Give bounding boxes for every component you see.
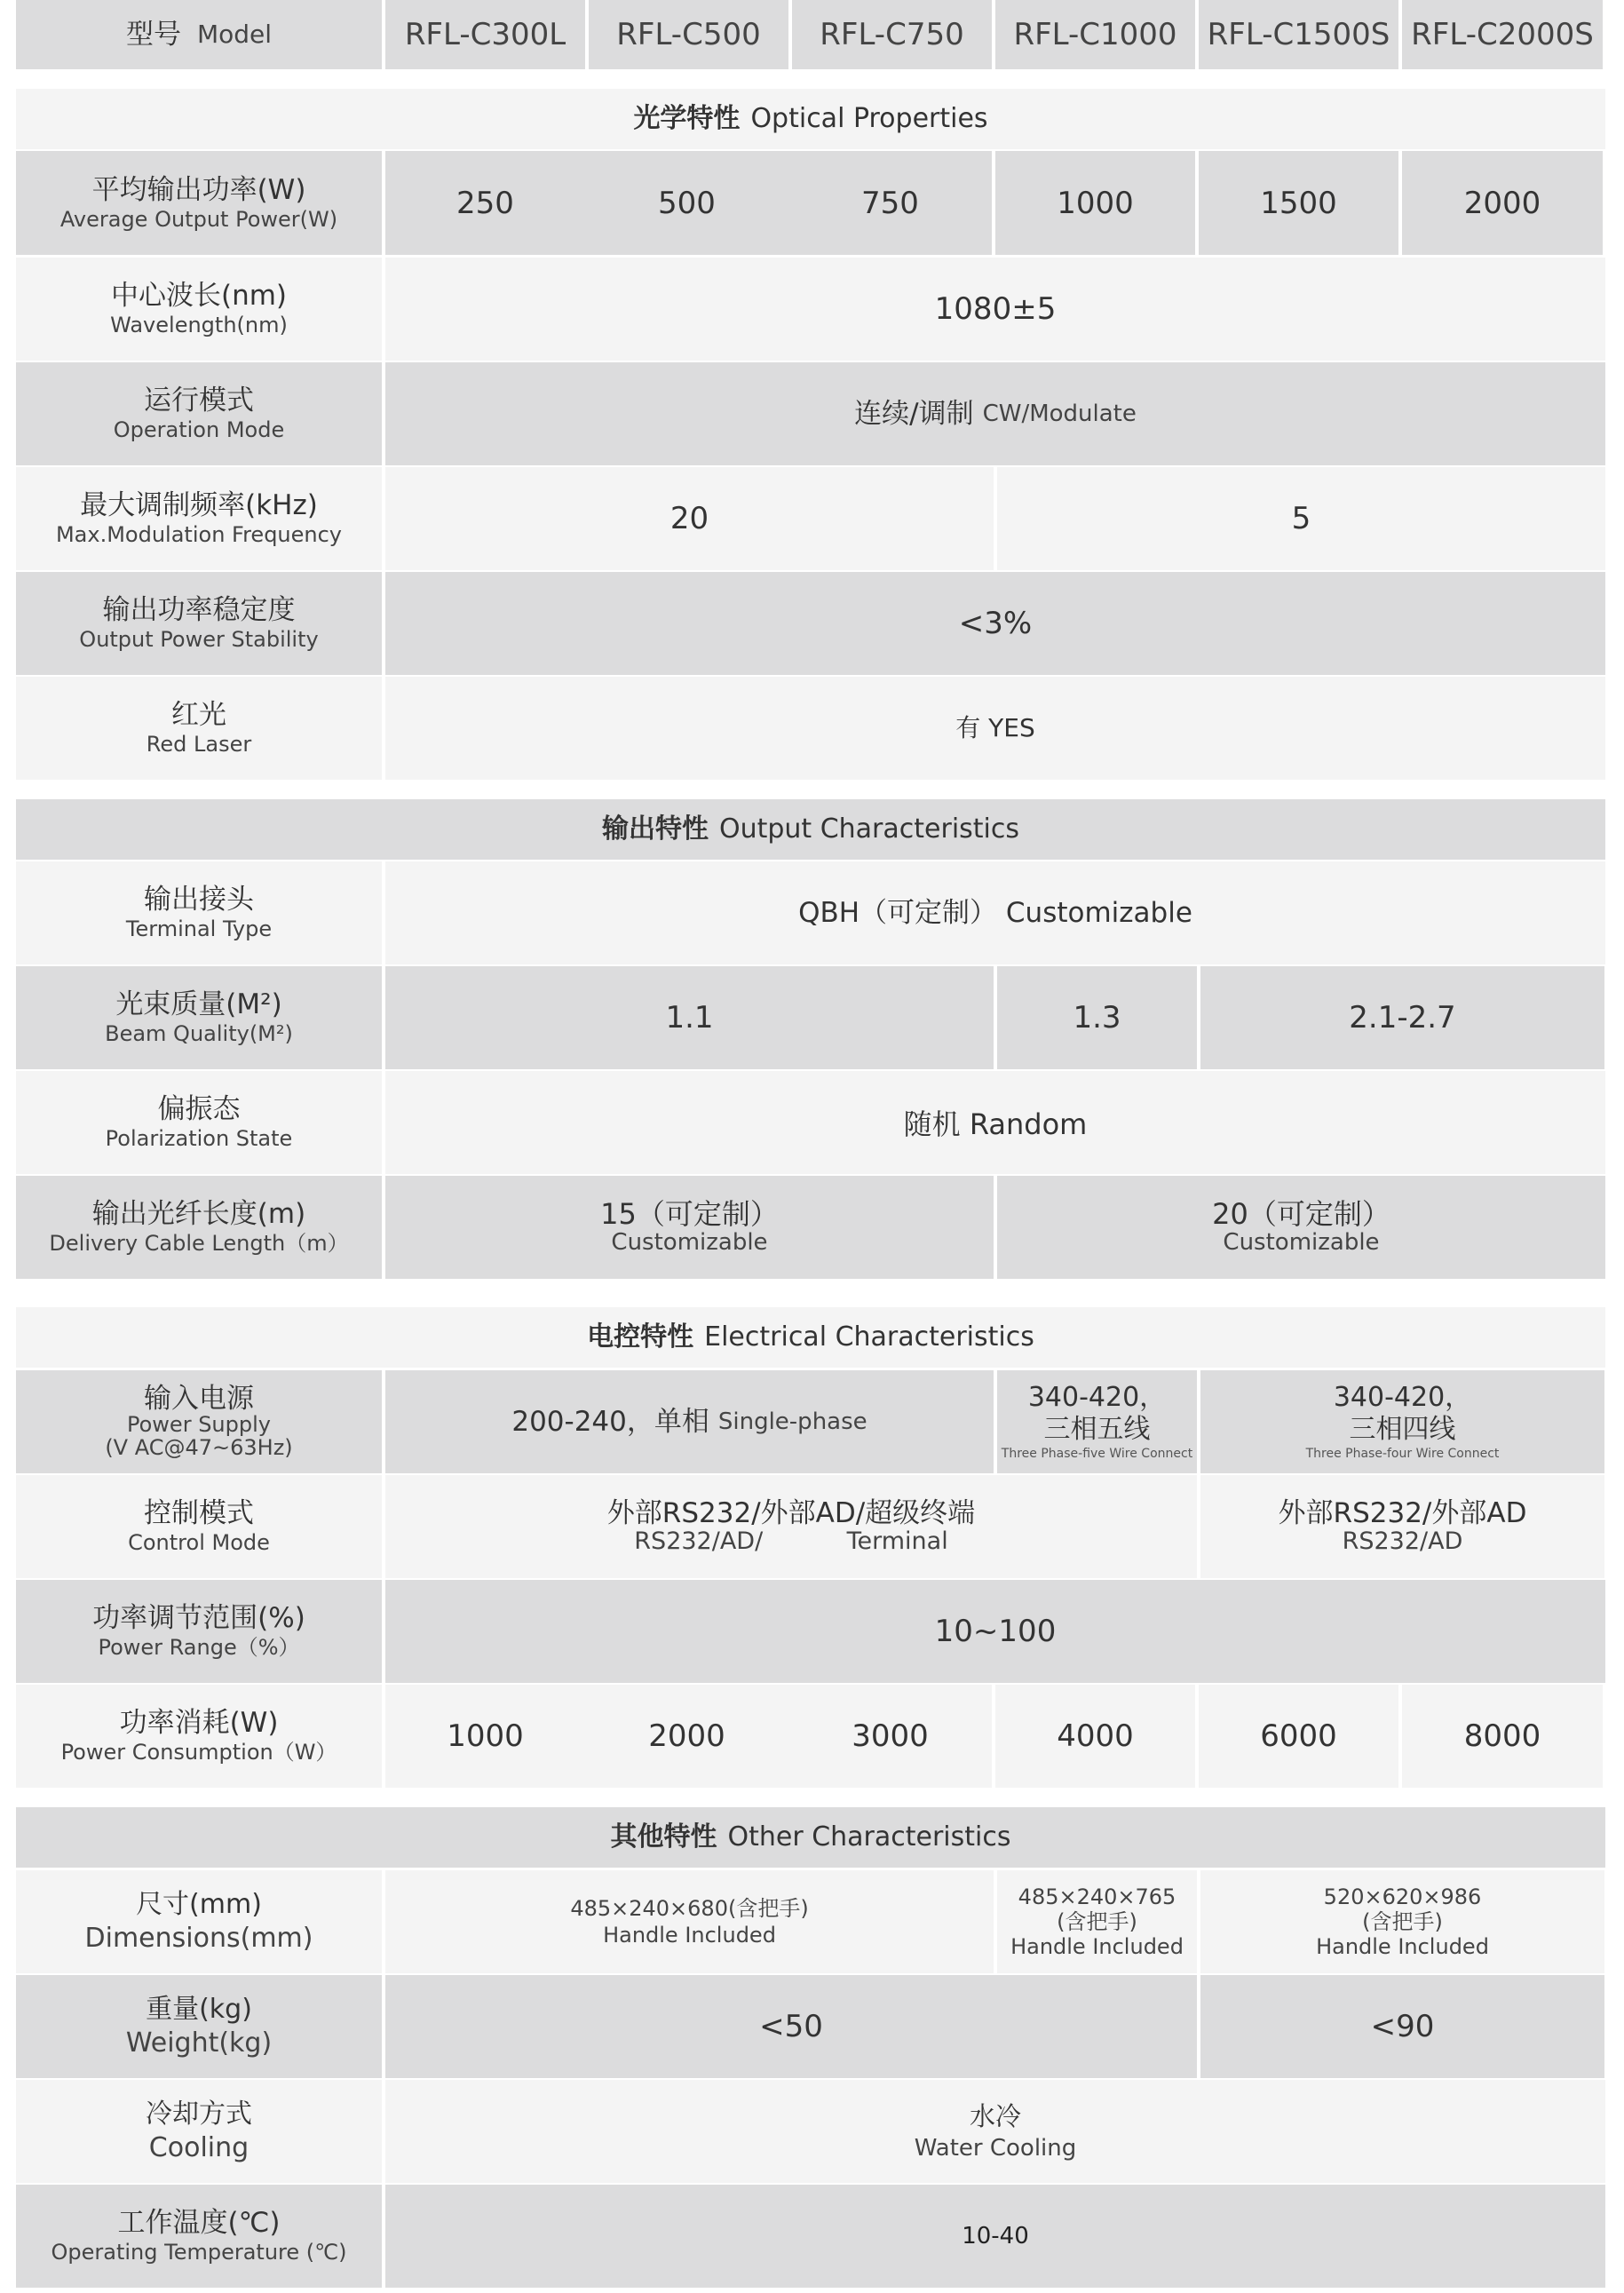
spec-value: 20 — [382, 467, 994, 570]
spec-value: 1000 — [382, 1685, 585, 1788]
model-header: RFL-C750 — [788, 0, 992, 69]
section-title-en: Output Characteristics — [718, 813, 1020, 845]
spec-label: 运行模式 Operation Mode — [16, 362, 382, 465]
spec-label: 中心波长(nm) Wavelength(nm) — [16, 258, 382, 361]
spec-value: 3000 — [788, 1685, 992, 1788]
spec-row-range — [16, 1580, 1605, 1683]
spec-value: 8000 — [1398, 1685, 1603, 1788]
section-optical — [16, 89, 1605, 149]
spec-value: 485×240×765 (含把手) Handle Included — [994, 1870, 1197, 1973]
spec-label: 光束质量(M²) Beam Quality(M²) — [16, 966, 382, 1069]
section-title-en: Other Characteristics — [727, 1821, 1011, 1853]
spec-value: 340-420， 三相五线 Three Phase-five Wire Connect — [994, 1370, 1197, 1473]
spec-value: 有 YES — [382, 677, 1605, 780]
section-electrical — [16, 1307, 1605, 1368]
spec-row-wavelength — [16, 258, 1605, 361]
header-row — [16, 0, 1605, 69]
model-header: RFL-C300L — [382, 0, 585, 69]
spec-label: 控制模式 Control Mode — [16, 1475, 382, 1578]
spec-row-modulation — [16, 467, 1605, 570]
spec-value: <3% — [382, 572, 1605, 675]
spec-row-cable — [16, 1176, 1605, 1279]
spec-value: 6000 — [1195, 1685, 1398, 1788]
spec-row-terminal — [16, 861, 1605, 964]
spec-row-consumption — [16, 1685, 1605, 1788]
spec-value: 20（可定制） Customizable — [994, 1176, 1605, 1279]
section-title-zh: 电控特性 — [587, 1321, 694, 1353]
spec-value: 750 — [788, 151, 992, 255]
spec-value: 外部RS232/外部AD RS232/AD — [1197, 1475, 1604, 1578]
spec-value: 500 — [585, 151, 788, 255]
spec-value: 2000 — [1398, 151, 1603, 255]
section-other — [16, 1807, 1605, 1868]
spec-row-supply — [16, 1370, 1605, 1473]
spec-label: 工作温度(℃) Operating Temperature (℃) — [16, 2185, 382, 2288]
spec-row-red-laser — [16, 677, 1605, 780]
spec-row-beam — [16, 966, 1605, 1069]
spec-label: 最大调制频率(kHz) Max.Modulation Frequency — [16, 467, 382, 570]
section-title-en: Optical Properties — [750, 103, 988, 134]
spec-value: 1000 — [992, 151, 1195, 255]
spec-value: 340-420， 三相四线 Three Phase-four Wire Connect — [1197, 1370, 1604, 1473]
spec-row-control — [16, 1475, 1605, 1578]
spec-label: 红光 Red Laser — [16, 677, 382, 780]
spec-value: 外部RS232/外部AD/超级终端 RS232/AD/ Terminal — [382, 1475, 1197, 1578]
spec-label: 输出接头 Terminal Type — [16, 861, 382, 964]
spec-label: 尺寸(mm) Dimensions(mm) — [16, 1870, 382, 1973]
spec-row-weight — [16, 1975, 1605, 2078]
spec-value: 10~100 — [382, 1580, 1605, 1683]
spec-value: <90 — [1197, 1975, 1604, 2078]
spec-label: 偏振态 Polarization State — [16, 1071, 382, 1174]
model-header: RFL-C2000S — [1398, 0, 1603, 69]
spec-row-dimensions — [16, 1870, 1605, 1973]
spec-label: 功率消耗(W) Power Consumption（W） — [16, 1685, 382, 1788]
spec-value: 1.1 — [382, 966, 994, 1069]
model-label-en: Model — [196, 20, 273, 49]
spec-row-temperature — [16, 2185, 1605, 2288]
section-title-zh: 光学特性 — [633, 103, 741, 134]
spec-value: 1080±5 — [382, 258, 1605, 361]
section-title-zh: 其他特性 — [610, 1821, 717, 1853]
spec-value: 水冷 Water Cooling — [382, 2080, 1605, 2183]
spec-value: 2000 — [585, 1685, 788, 1788]
spec-row-polarization — [16, 1071, 1605, 1174]
spec-label: 功率调节范围(%) Power Range（%） — [16, 1580, 382, 1683]
spec-value: 250 — [382, 151, 585, 255]
spec-value: 10-40 — [382, 2185, 1605, 2288]
spec-value: 200-240，单相 Single-phase — [382, 1370, 994, 1473]
spec-label: 输入电源 Power Supply (V AC@47~63Hz) — [16, 1370, 382, 1473]
spec-value: 485×240×680(含把手) Handle Included — [382, 1870, 994, 1973]
spec-row-cooling — [16, 2080, 1605, 2183]
spec-value: 1.3 — [994, 966, 1197, 1069]
model-header: RFL-C1500S — [1195, 0, 1398, 69]
spec-value: 4000 — [992, 1685, 1195, 1788]
spec-row-stability — [16, 572, 1605, 675]
model-label-zh: 型号 — [125, 19, 181, 51]
spec-label: 输出光纤长度(m) Delivery Cable Length（m） — [16, 1176, 382, 1279]
section-title-en: Electrical Characteristics — [704, 1321, 1034, 1353]
spec-value: 520×620×986 (含把手) Handle Included — [1197, 1870, 1604, 1973]
spec-value: 5 — [994, 467, 1605, 570]
spec-label: 输出功率稳定度 Output Power Stability — [16, 572, 382, 675]
spec-label: 冷却方式 Cooling — [16, 2080, 382, 2183]
model-header: RFL-C500 — [585, 0, 788, 69]
spec-row-mode — [16, 362, 1605, 465]
spec-row-power — [16, 151, 1605, 255]
spec-value: 1500 — [1195, 151, 1398, 255]
spec-label: 平均输出功率(W) Average Output Power(W) — [16, 151, 382, 255]
spec-value: 连续/调制 CW/Modulate — [382, 362, 1605, 465]
model-header: RFL-C1000 — [992, 0, 1195, 69]
spec-value: QBH（可定制） Customizable — [382, 861, 1605, 964]
spec-value: <50 — [382, 1975, 1197, 2078]
spec-value: 15（可定制） Customizable — [382, 1176, 994, 1279]
spec-value: 2.1-2.7 — [1197, 966, 1604, 1069]
model-label-cell — [16, 0, 382, 69]
section-title-zh: 输出特性 — [601, 813, 709, 845]
spec-value: 随机 Random — [382, 1071, 1605, 1174]
spec-label: 重量(kg) Weight(kg) — [16, 1975, 382, 2078]
section-output — [16, 799, 1605, 860]
